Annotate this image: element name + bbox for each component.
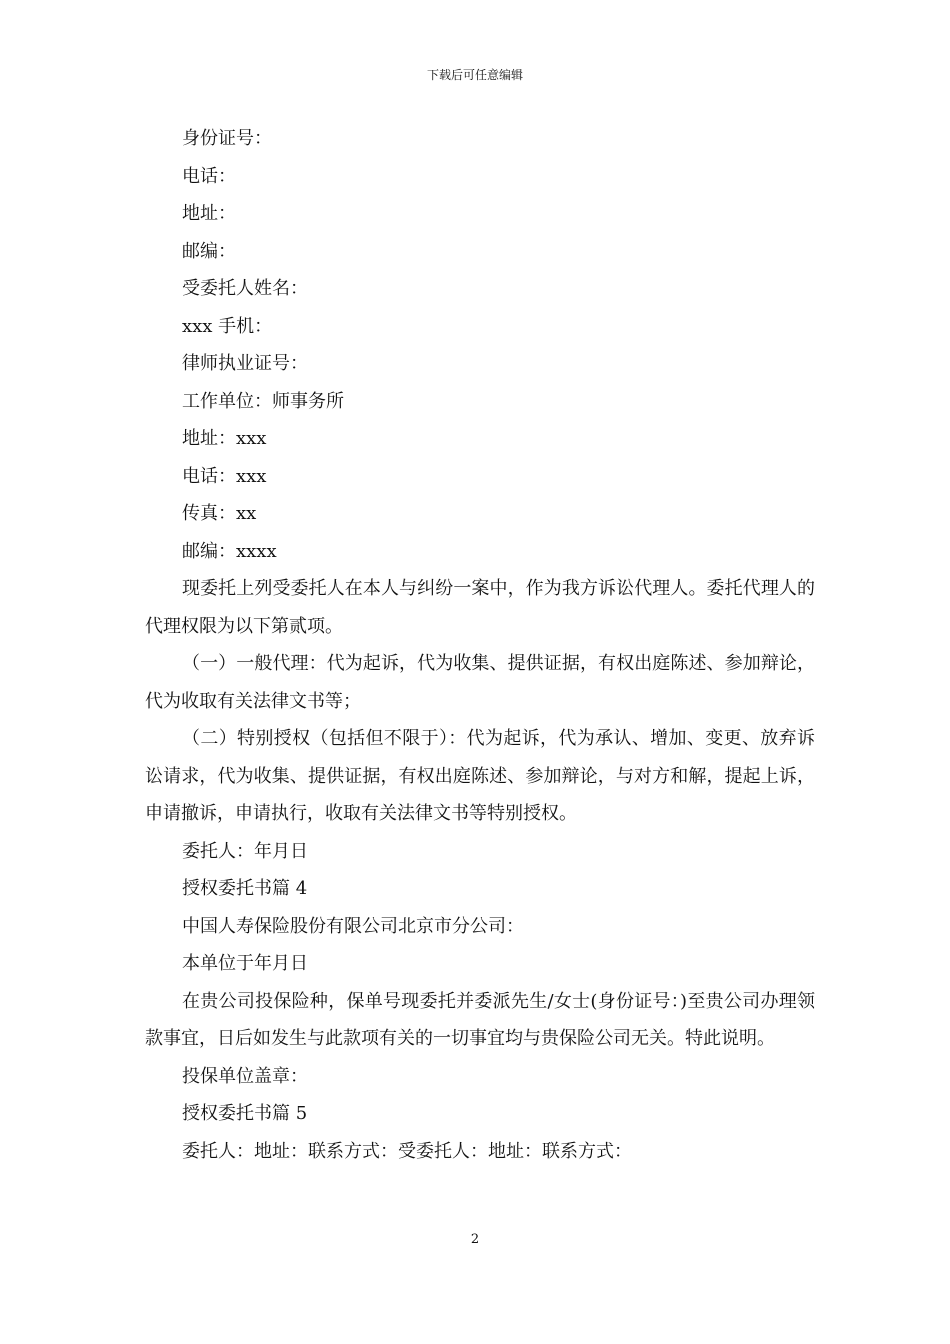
field-agent-fax: 传真：xx (182, 503, 257, 524)
section-heading-5: 授权委托书篇 5 (182, 1103, 308, 1124)
field-agent-address: 地址：xxx (182, 428, 267, 449)
field-agent-phone: 电话：xxx (182, 465, 267, 487)
field-lawyer-license: 律师执业证号： (182, 353, 308, 374)
field-agent-name: 受委托人姓名： (182, 278, 308, 299)
field-agent-postcode: 邮编：xxxx (182, 540, 277, 562)
paragraph-insurance: 在贵公司投保险种，保单号现委托并委派先生/女士(身份证号：)至贵公司办理领款事宜，日后如发生与此款项有关的一切事宜均与贵保险公司无关。特此说明。 (145, 990, 815, 1049)
document-body (145, 120, 815, 1170)
field-address: 地址： (182, 203, 236, 224)
paragraph-general-agency: （一）一般代理：代为起诉，代为收集、提供证据，有权出庭陈述、参加辩论，代为收取有关法律文书等； (145, 653, 815, 712)
field-agent-mobile: xxx 手机： (182, 315, 273, 337)
page-number: 2 (470, 1232, 480, 1247)
paragraph-special-authorization: （二）特别授权（包括但不限于）：代为起诉，代为承认、增加、变更、放弃诉讼请求，代为收集、提供证据，有权出庭陈述、参加辩论，与对方和解，提起上诉，申请撤诉，申请执行，收取有关法律文书等特别授权。 (145, 728, 815, 824)
field-id-number: 身份证号： (182, 128, 272, 149)
unit-date-line: 本单位于年月日 (182, 953, 308, 974)
signature-date-line: 委托人：年月日 (182, 840, 308, 862)
section-heading-4: 授权委托书篇 4 (182, 878, 308, 899)
field-work-unit: 工作单位：师事务所 (182, 390, 344, 412)
paragraph-delegation: 现委托上列受委托人在本人与纠纷一案中，作为我方诉讼代理人。委托代理人的代理权限为以下第贰项。 (145, 578, 815, 637)
field-postcode: 邮编： (182, 240, 236, 262)
field-phone: 电话： (182, 165, 236, 187)
seal-line: 投保单位盖章： (182, 1065, 308, 1087)
page-header-note: 下载后可任意编辑 (426, 68, 523, 82)
addressee-line: 中国人寿保险股份有限公司北京市分公司： (182, 915, 524, 937)
parties-line: 委托人：地址：联系方式：受委托人：地址：联系方式： (182, 1140, 632, 1162)
